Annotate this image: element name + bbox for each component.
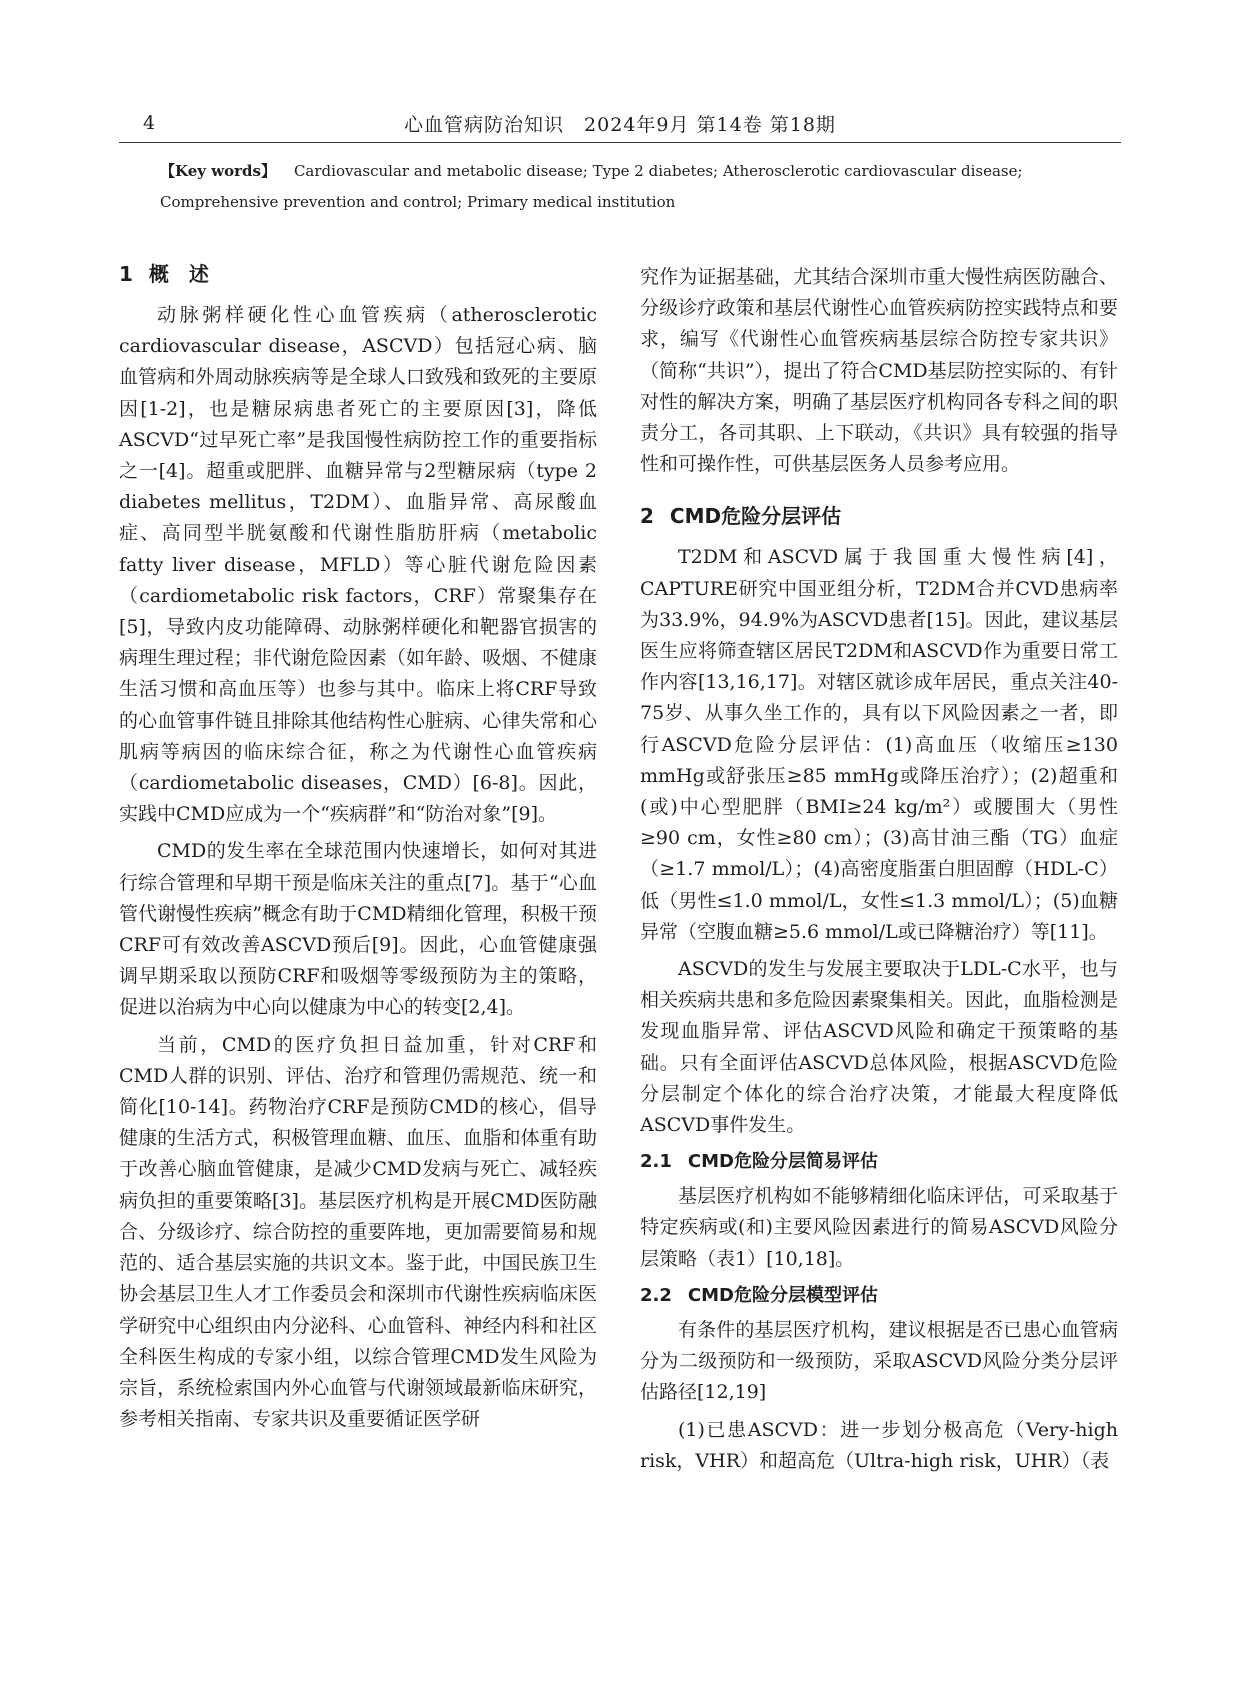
section-1-number: 1 [119, 262, 133, 286]
right-column [640, 262, 1118, 1483]
keywords-text: Cardiovascular and metabolic disease; Type 2 diabetes; Atherosclerotic cardiovascular disease; Comprehensive prevention and control; Primary medical institution [160, 162, 1023, 211]
section-2-1-heading [640, 1147, 1118, 1177]
paragraph: ASCVD的发生与发展主要取决于LDL-C水平，也与相关疾病共患和多危险因素聚集相关。因此，血脂检测是发现血脂异常、评估ASCVD风险和确定干预策略的基础。只有全面评估ASCVD总体风险，根据ASCVD危险分层制定个体化的综合治疗决策，才能最大程度降低ASCVD事件发生。 [640, 958, 1118, 1137]
section-2-2-title: CMD危险分层模型评估 [687, 1284, 878, 1306]
paragraph-continued: 究作为证据基础，尤其结合深圳市重大慢性病医防融合、分级诊疗政策和基层代谢性心血管疾病防控实践特点和要求，编写《代谢性心血管疾病基层综合防控专家共识》（简称“共识”），提出了符合CMD基层防控实际的、有针对性的解决方案，明确了基层医疗机构同各专科之间的职责分工，各司其职、上下联动，《共识》具有较强的指导性和可操作性，可供基层医务人员参考应用。 [640, 266, 1118, 476]
page-number: 4 [143, 112, 156, 134]
journal-title: 心血管病防治知识 2024年9月 第14卷 第18期 [404, 114, 836, 136]
section-2-2-number: 2.2 [640, 1284, 672, 1306]
paragraph: 动脉粥样硬化性心血管疾病（atherosclerotic cardiovascular disease，ASCVD）包括冠心病、脑血管病和外周动脉疾病等是全球人口致残和致死的主要原因[1-2]，也是糖尿病患者死亡的主要原因[3]，降低ASCVD“过早死亡率”是我国慢性病防控工作的重要指标之一[4]。超重或肥胖、血糖异常与2型糖尿病（type 2 diabetes mellitus，T2DM）、血脂异常、高尿酸血症、高同型半胱氨酸和代谢性脂肪肝病（metabolic fatty liver disease，MFLD）等心脏代谢危险因素（cardiometabolic risk factors，CRF）常聚集存在[5]，导致内皮功能障碍、动脉粥样硬化和靶器官损害的病理生理过程；非代谢危险因素（如年龄、吸烟、不健康生活习惯和高血压等）也参与其中。临床上将CRF导致的心血管事件链且排除其他结构性心脏病、心律失常和心肌病等病因的临床综合征，称之为代谢性心血管疾病（cardiometabolic diseases，CMD）[6-8]。因此，实践中CMD应成为一个“疾病群”和“防治对象”[9]。 [119, 304, 597, 826]
paragraph: T2DM和ASCVD属于我国重大慢性病[4]，CAPTURE研究中国亚组分析，T2DM合并CVD患病率为33.9%，94.9%为ASCVD患者[15]。因此，建议基层医生应将筛查辖区居民T2DM和ASCVD作为重要日常工作内容[13,16,17]。对辖区就诊成年居民，重点关注40-75岁、从事久坐工作的，具有以下风险因素之一者，即行ASCVD危险分层评估：(1)高血压（收缩压≥130 mmHg或舒张压≥85 mmHg或降压治疗）；(2)超重和(或)中心型肥胖（BMI≥24 kg/m²）或腰围大（男性≥90 cm，女性≥80 cm）；(3)高甘油三酯（TG）血症（≥1.7 mmol/L）；(4)高密度脂蛋白胆固醇（HDL-C）低（男性≤1.0 mmol/L，女性≤1.3 mmol/L）；(5)血糖异常（空腹血糖≥5.6 mmol/L或已降糖治疗）等[11]。 [640, 546, 1118, 943]
left-column [119, 258, 597, 1441]
section-2-2-heading [640, 1281, 1118, 1311]
section-2-1-number: 2.1 [640, 1151, 672, 1173]
paragraph: 有条件的基层医疗机构，建议根据是否已患心血管病分为二级预防和一级预防，采取ASCVD风险分类分层评估路径[12,19] [640, 1318, 1118, 1404]
paragraph: 基层医疗机构如不能够精细化临床评估，可采取基于特定疾病或(和)主要风险因素进行的简易ASCVD风险分层策略（表1）[10,18]。 [640, 1185, 1118, 1270]
section-2-1-title: CMD危险分层简易评估 [687, 1151, 878, 1173]
section-2-title: CMD危险分层评估 [669, 504, 842, 529]
section-1-title: 概 述 [148, 262, 209, 286]
paragraph: 当前，CMD的医疗负担日益加重，针对CRF和CMD人群的识别、评估、治疗和管理仍需规范、统一和简化[10-14]。药物治疗CRF是预防CMD的核心，倡导健康的生活方式，积极管理血糖、血压、血脂和体重有助于改善心脑血管健康，是减少CMD发病与死亡、减轻疾病负担的重要策略[3]。基层医疗机构是开展CMD医防融合、分级诊疗、综合防控的重要阵地，更加需要简易和规范的、适合基层实施的共识文本。鉴于此，中国民族卫生协会基层卫生人才工作委员会和深圳市代谢性疾病临床医学研究中心组织由内分泌科、心血管科、神经内科和社区全科医生构成的专家小组，以综合管理CMD发生风险为宗旨，系统检索国内外心血管与代谢领域最新临床研究，参考相关指南、专家共识及重要循证医学研 [119, 1033, 597, 1431]
section-2-heading [640, 500, 1118, 532]
keywords-label: 【Key words】 [160, 162, 276, 180]
section-2-number: 2 [640, 504, 654, 529]
keywords-block [160, 156, 1119, 218]
paragraph: CMD的发生率在全球范围内快速增长，如何对其进行综合管理和早期干预是临床关注的重点[7]。基于“心血管代谢慢性疾病”概念有助于CMD精细化管理，积极干预CRF可有效改善ASCVD预后[9]。因此，心血管健康强调早期采取以预防CRF和吸烟等零级预防为主的策略，促进以治病为中心向以健康为中心的转变[2,4]。 [119, 840, 597, 1019]
paragraph: (1)已患ASCVD：进一步划分极高危（Very-high risk，VHR）和超高危（Ultra-high risk，UHR）（表 [640, 1418, 1118, 1472]
running-header [119, 108, 1121, 143]
section-1-heading [119, 258, 597, 290]
